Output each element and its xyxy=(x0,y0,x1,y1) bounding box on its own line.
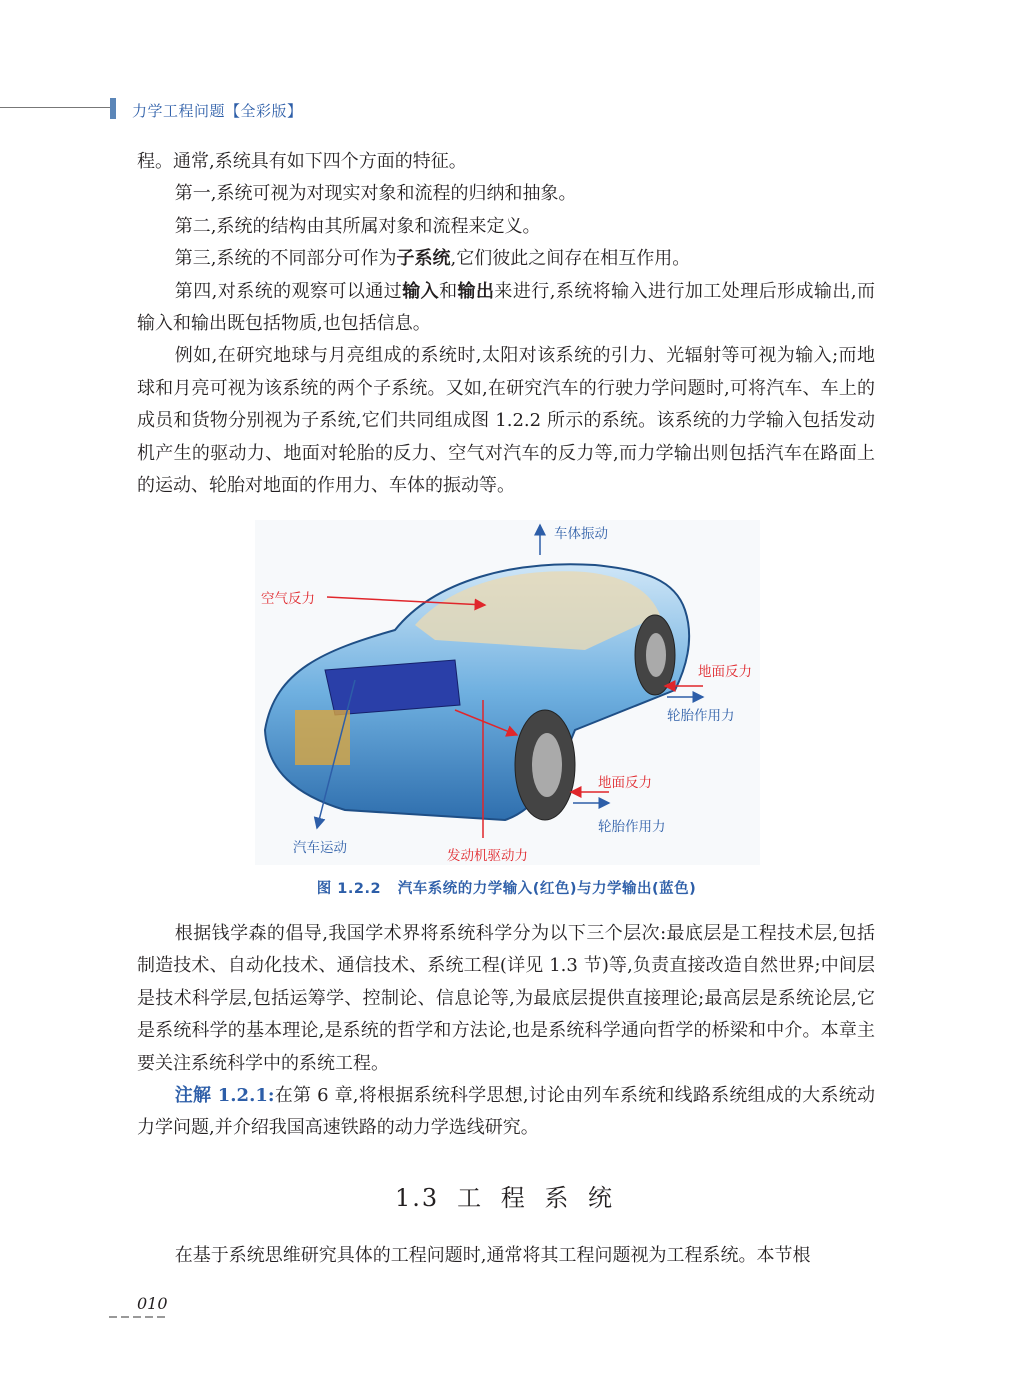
body-text-top xyxy=(137,146,875,502)
running-header: 力学工程问题【全彩版】 xyxy=(132,102,303,120)
paragraph: 第二,系统的结构由其所属对象和流程来定义。 xyxy=(174,215,541,237)
rear-hub xyxy=(646,633,666,677)
section-heading xyxy=(0,1178,1013,1213)
page-number: 010 xyxy=(137,1294,168,1313)
text: 和 xyxy=(439,280,458,302)
caption-text: 汽车系统的力学输入(红色)与力学输出(蓝色) xyxy=(397,881,697,897)
figure-car-system xyxy=(255,520,760,865)
label-ground-reaction-front: 地面反力 xyxy=(598,775,652,791)
paragraph: 根据钱学森的倡导,我国学术界将系统科学分为以下三个层次:最底层是工程技术层,包括制造技术、自动化技术、通信技术、系统工程(详见 1.3 节)等,负责直接改造自然世界;中间层是技术科学层,包括运筹学、控制论、信息论等,为最底层提供直接理论;最高层是系统论层,它是系统科学的基本理论,是系统的哲学和方法论,也是系统科学通向哲学的桥梁和中介。本章主要关注系统科学中的系统工程。 xyxy=(137,923,875,1074)
text: 第三,系统的不同部分可作为 xyxy=(174,248,397,270)
label-air-reaction: 空气反力 xyxy=(261,591,315,607)
paragraph xyxy=(137,276,875,341)
section-number: 1.3 xyxy=(394,1184,440,1212)
text: 第四,对系统的观察可以通过 xyxy=(174,280,403,302)
paragraph: 第一,系统可视为对现实对象和流程的归纳和抽象。 xyxy=(174,183,577,205)
note-paragraph xyxy=(137,1080,875,1145)
header-rule xyxy=(0,107,110,108)
note-label: 注解 1.2.1: xyxy=(174,1085,275,1107)
term-output: 输出 xyxy=(457,280,495,302)
note-text: 在第 6 章,将根据系统科学思想,讨论由列车系统和线路系统组成的大系统动力学问题,并介绍我国高速铁路的动力学选线研究。 xyxy=(137,1085,875,1139)
body-text-last xyxy=(137,1240,875,1272)
figure-caption xyxy=(0,877,1013,898)
paragraph: 在基于系统思维研究具体的工程问题时,通常将其工程问题视为工程系统。本节根 xyxy=(174,1245,811,1266)
footer-dashes xyxy=(109,1316,165,1318)
text: ,它们彼此之间存在相互作用。 xyxy=(450,248,691,270)
label-car-motion: 汽车运动 xyxy=(293,840,347,856)
radiator xyxy=(295,710,350,765)
label-engine-drive: 发动机驱动力 xyxy=(447,848,528,864)
paragraph: 程。通常,系统具有如下四个方面的特征。 xyxy=(137,151,467,172)
text: 来进行,系统将输入进行加工处理后形成输出,而输入和输出既包括物质,也包括信息。 xyxy=(137,280,875,335)
front-hub xyxy=(532,733,562,797)
header-marker xyxy=(110,98,116,119)
caption-number: 图 1.2.2 xyxy=(316,881,382,897)
label-ground-reaction-rear: 地面反力 xyxy=(698,664,752,680)
car-illustration xyxy=(255,520,760,865)
body-text-bottom xyxy=(137,918,875,1145)
paragraph: 例如,在研究地球与月亮组成的系统时,太阳对该系统的引力、光辐射等可视为输入;而地球和月亮可视为该系统的两个子系统。又如,在研究汽车的行驶力学问题时,可将汽车、车上的成员和货物分别视为子系统,它们共同组成图 1.2.2 所示的系统。该系统的力学输入包括发动机产生的驱动力、地面对轮胎的反力、空气对汽车的反力等,而力学输出则包括汽车在路面上的运动、轮胎对地面的作用力、车体的振动等。 xyxy=(137,345,875,497)
term-input: 输入 xyxy=(402,280,440,302)
term-subsystem: 子系统 xyxy=(396,248,451,270)
label-tire-force-front: 轮胎作用力 xyxy=(598,819,666,835)
label-tire-force-rear: 轮胎作用力 xyxy=(667,708,735,724)
section-title: 工 程 系 统 xyxy=(457,1184,619,1212)
paragraph xyxy=(137,243,875,275)
label-body-vibration: 车体振动 xyxy=(554,526,608,542)
engine xyxy=(325,660,460,715)
